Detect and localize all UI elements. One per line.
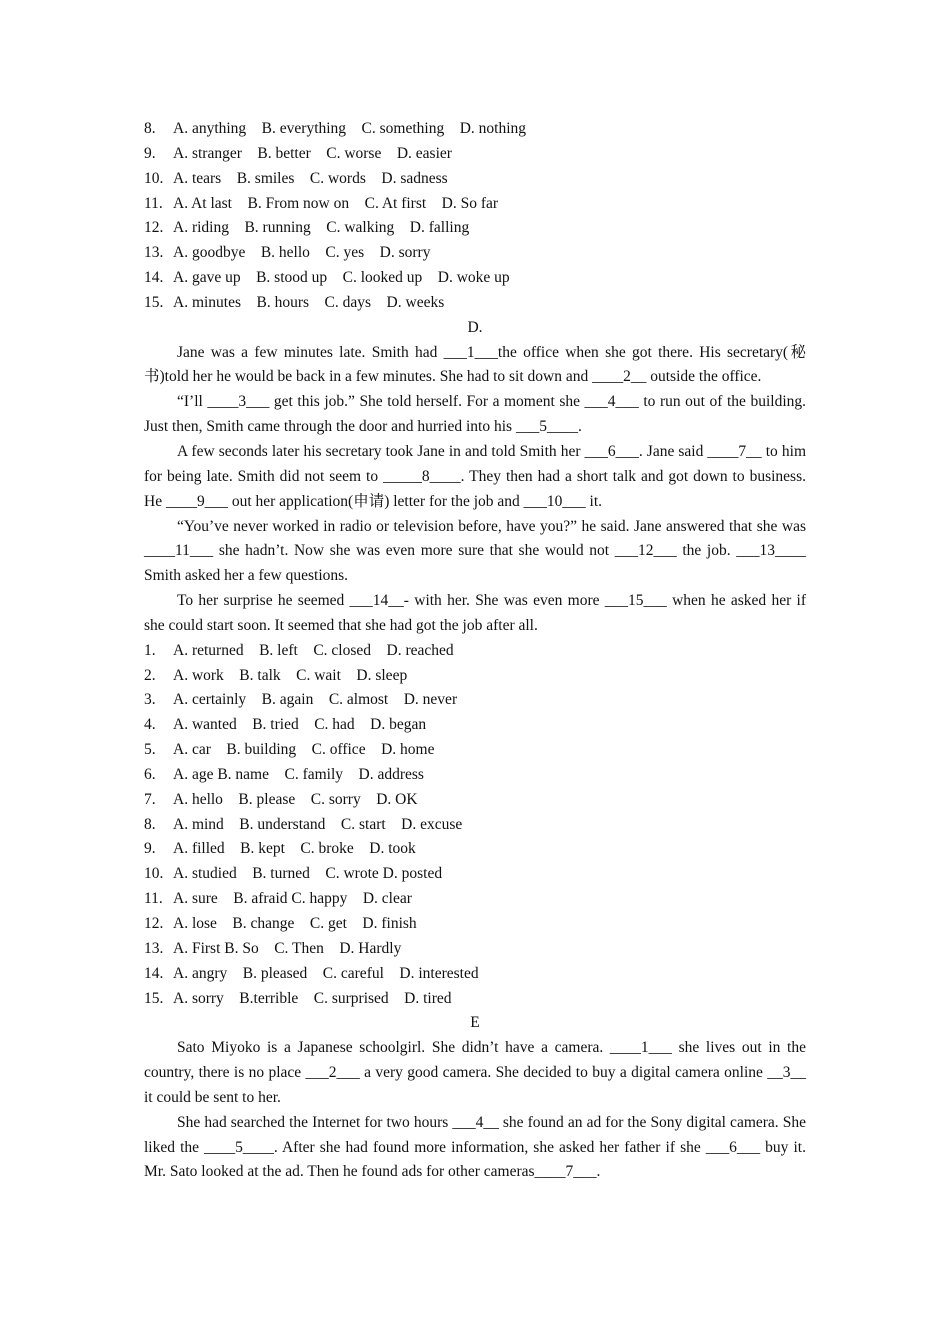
option-row [144, 713, 806, 738]
option-choices: A. wanted B. tried C. had D. began [173, 716, 427, 734]
option-choices: A. work B. talk C. wait D. sleep [173, 666, 408, 684]
option-row [144, 266, 806, 291]
option-number: 12. [144, 219, 164, 237]
option-number: 15. [144, 293, 164, 311]
section-d-heading: D. [467, 318, 483, 336]
option-choices: A. mind B. understand C. start D. excuse [173, 815, 463, 833]
option-row [144, 117, 806, 142]
option-row [144, 887, 806, 912]
option-choices: A. goodbye B. hello C. yes D. sorry [173, 244, 431, 262]
option-number: 9. [144, 840, 156, 858]
option-row [144, 788, 806, 813]
option-row [144, 664, 806, 689]
option-choices: A. studied B. turned C. wrote D. posted [173, 865, 443, 883]
option-row [144, 937, 806, 962]
option-choices: A. sure B. afraid C. happy D. clear [173, 890, 412, 908]
option-number: 3. [144, 691, 156, 709]
option-number: 4. [144, 716, 156, 734]
section-d-paragraph: A few seconds later his secretary took Jane in and told Smith her ___6___. Jane said ____7__ to him for being late. Smith did not seem to _____8____. They then had a short talk and got down to business. He ____9___ out her application(申请) letter for the job and ___10___ it. [144, 442, 806, 510]
option-choices: A. First B. So C. Then D. Hardly [173, 939, 402, 957]
section-e-paragraph: She had searched the Internet for two hours ___4__ she found an ad for the Sony digital camera. She liked the ____5____. After she had found more information, she asked her father if she ___6___ buy it. Mr. Sato looked at the ad. Then he found ads for other cameras____7___. [144, 1113, 806, 1181]
option-number: 1. [144, 641, 156, 659]
option-choices: A. At last B. From now on C. At first D. So far [173, 194, 499, 212]
section-d-paragraph: To her surprise he seemed ___14__- with her. She was even more ___15___ when he asked her if she could start soon. It seemed that she had got the job after all. [144, 592, 806, 634]
option-number: 13. [144, 244, 164, 262]
option-choices: A. tears B. smiles C. words D. sadness [173, 169, 448, 187]
option-row [144, 639, 806, 664]
option-choices: A. lose B. change C. get D. finish [173, 915, 417, 932]
option-row [144, 142, 806, 167]
option-number: 2. [144, 666, 156, 684]
option-choices: A. stranger B. better C. worse D. easier [173, 144, 452, 162]
option-number: 8. [144, 815, 156, 833]
option-choices: A. hello B. please C. sorry D. OK [173, 790, 418, 808]
option-choices: A. certainly B. again C. almost D. never [173, 691, 458, 709]
option-choices: A. minutes B. hours C. days D. weeks [173, 293, 445, 311]
option-choices: A. riding B. running C. walking D. falling [173, 219, 470, 237]
option-row [144, 763, 806, 788]
option-number: 11. [144, 194, 163, 212]
option-choices: A. gave up B. stood up C. looked up D. woke up [173, 269, 510, 287]
option-row [144, 216, 806, 241]
option-row [144, 862, 806, 887]
option-row [144, 837, 806, 862]
option-row [144, 167, 806, 192]
option-row [144, 688, 806, 713]
section-d-options [144, 639, 806, 1012]
section-d-paragraph: “You’ve never worked in radio or television before, have you?” he said. Jane answered that she was ____11___ she hadn’t. Now she was even more sure that she would not ___12___ the job. ___13____ Smith asked her a few questions. [144, 517, 806, 585]
option-choices: A. age B. name C. family D. address [173, 765, 424, 783]
document-page [144, 117, 806, 1185]
option-number: 14. [144, 964, 164, 982]
section-d-paragraph: Jane was a few minutes late. Smith had ___1___the office when she got there. His secretary(秘书)told her he would be back in a few minutes. She had to sit down and ____2__ outside the office. [144, 343, 806, 386]
option-row [144, 987, 806, 1012]
option-number: 5. [144, 741, 156, 759]
option-number: 6. [144, 765, 156, 783]
option-number: 11. [144, 890, 163, 908]
option-row [144, 291, 806, 316]
option-number: 13. [144, 939, 164, 957]
option-choices: A. filled B. kept C. broke D. took [173, 840, 416, 858]
section-e-heading: E [470, 1014, 480, 1032]
section-e-paragraph: Sato Miyoko is a Japanese schoolgirl. She didn’t have a camera. ____1___ she lives out in the country, there is no place ___2___ a very good camera. She decided to buy a digital camera online __3__ it could be sent to her. [144, 1039, 806, 1106]
option-choices: A. sorry B.terrible C. surprised D. tired [173, 989, 452, 1007]
option-choices: A. anything B. everything C. something D. nothing [173, 120, 527, 137]
option-row [144, 241, 806, 266]
option-row [144, 738, 806, 763]
option-choices: A. returned B. left C. closed D. reached [173, 641, 454, 659]
option-row [144, 912, 806, 937]
option-number: 8. [144, 120, 156, 137]
option-row [144, 962, 806, 987]
section-c-options [144, 117, 806, 316]
option-choices: A. angry B. pleased C. careful D. interested [173, 964, 479, 982]
option-number: 10. [144, 169, 164, 187]
option-number: 14. [144, 269, 164, 287]
option-number: 12. [144, 915, 164, 932]
option-choices: A. car B. building C. office D. home [173, 741, 435, 759]
option-number: 9. [144, 144, 156, 162]
option-row [144, 192, 806, 217]
option-number: 15. [144, 989, 164, 1007]
option-number: 10. [144, 865, 164, 883]
option-number: 7. [144, 790, 156, 808]
option-row [144, 813, 806, 838]
section-d-paragraph: “I’ll ____3___ get this job.” She told herself. For a moment she ___4___ to run out of the building. Just then, Smith came through the door and hurried into his ___5____. [144, 393, 806, 436]
